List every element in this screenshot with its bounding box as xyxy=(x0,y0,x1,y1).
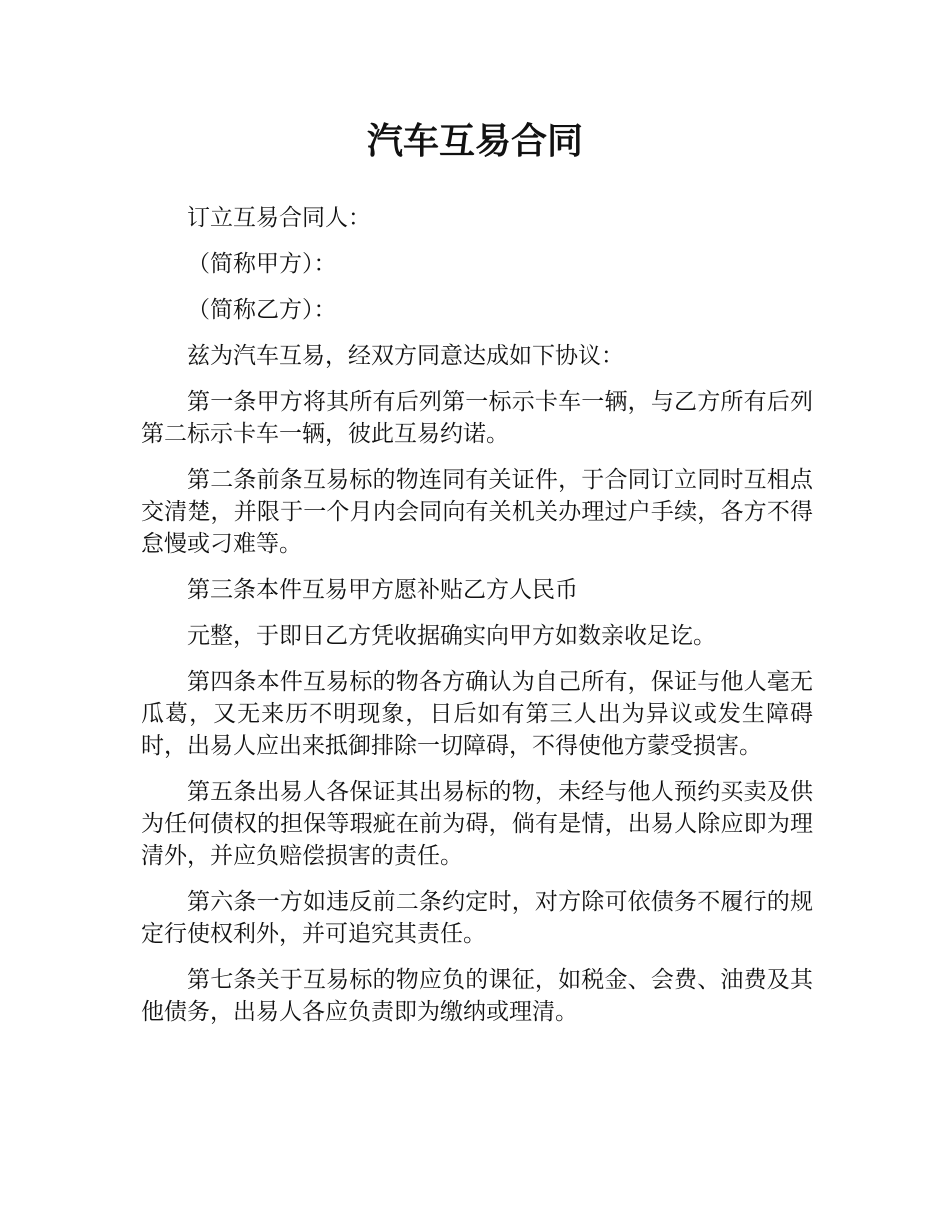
document-title: 汽车互易合同 xyxy=(366,121,583,162)
clause-3-continued: 元整，于即日乙方凭收据确实向甲方如数亲收足讫。 xyxy=(187,623,716,649)
paragraph-party-b: （简称乙方）： xyxy=(187,297,337,323)
clause-3: 第三条本件互易甲方愿补贴乙方人民币 xyxy=(187,577,578,603)
document-body xyxy=(141,202,813,1042)
paragraph-preamble: 兹为汽车互易，经双方同意达成如下协议： xyxy=(187,343,624,369)
clause-5: 第五条出易人各保证其出易标的物，未经与他人预约买卖及供为任何债权的担保等瑕疵在前为碍，倘有是情，出易人除应即为理清外，并应负赔偿损害的责任。 xyxy=(141,779,813,869)
clause-6: 第六条一方如违反前二条约定时，对方除可依债务不履行的规定行使权利外，并可追究其责任。 xyxy=(141,889,813,947)
clause-1: 第一条甲方将其所有后列第一标示卡车一辆，与乙方所有后列第二标示卡车一辆，彼此互易约诺。 xyxy=(141,389,813,447)
clause-7: 第七条关于互易标的物应负的课征，如税金、会费、油费及其他债务，出易人各应负责即为缴纳或理清。 xyxy=(141,967,813,1025)
paragraph-parties-intro: 订立互易合同人： xyxy=(187,205,371,231)
clause-2: 第二条前条互易标的物连同有关证件，于合同订立同时互相点交清楚，并限于一个月内会同向有关机关办理过户手续，各方不得怠慢或刁难等。 xyxy=(141,467,813,557)
clause-4: 第四条本件互易标的物各方确认为自己所有，保证与他人毫无瓜葛，又无来历不明现象，日后如有第三人出为异议或发生障碍时，出易人应出来抵御排除一切障碍，不得使他方蒙受损害。 xyxy=(141,669,813,759)
paragraph-party-a: （简称甲方）： xyxy=(187,251,337,277)
